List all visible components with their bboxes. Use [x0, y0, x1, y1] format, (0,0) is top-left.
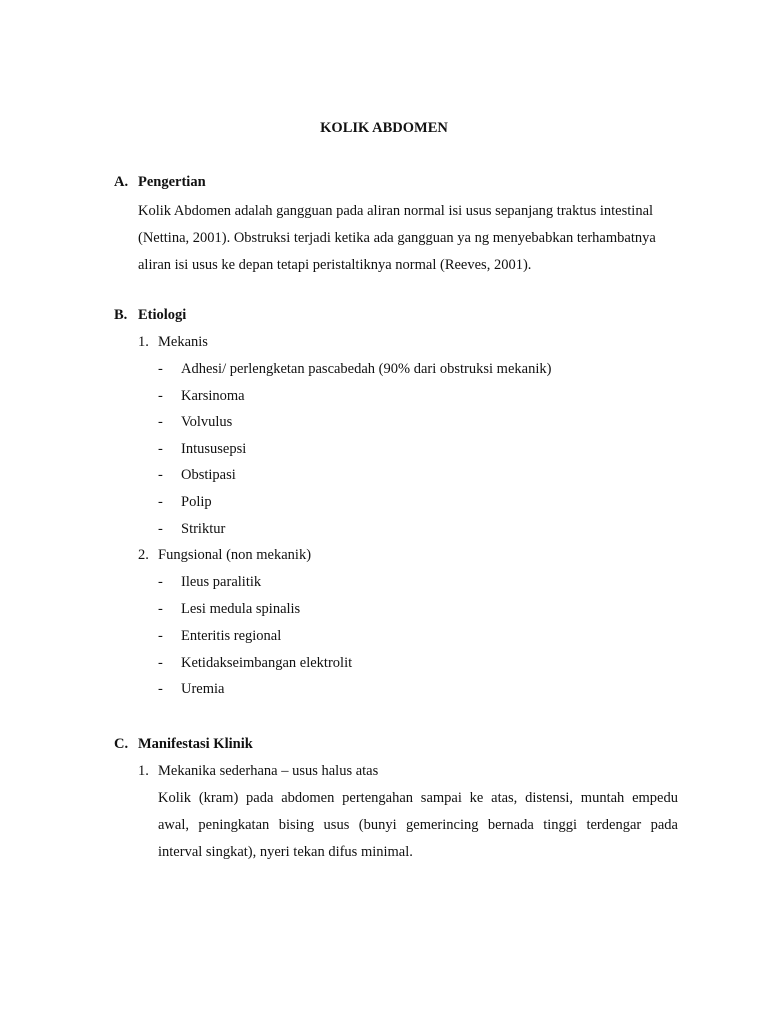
dash-bullet: -: [158, 681, 163, 697]
page-title: KOLIK ABDOMEN: [320, 120, 448, 136]
list-item: [158, 494, 212, 511]
dash-bullet: -: [158, 494, 163, 510]
list-item: [158, 521, 225, 538]
list-label: Fungsional (non mekanik): [158, 547, 312, 563]
etiologi-group-2: [138, 547, 311, 564]
list-number: 2.: [138, 547, 149, 563]
paragraph-line: awal, peningkatan bising usus (bunyi gemerincing bernada tinggi terdengar pada: [158, 817, 678, 833]
list-item-text: Ketidakseimbangan elektrolit: [181, 655, 353, 671]
section-c-letter: C.: [114, 736, 129, 752]
list-item: [158, 361, 551, 378]
section-a-title: Pengertian: [138, 174, 206, 190]
paragraph-line: Kolik Abdomen adalah gangguan pada aliran normal isi usus sepanjang traktus intestinal: [138, 203, 654, 219]
dash-bullet: -: [158, 521, 163, 537]
paragraph-line: Kolik (kram) pada abdomen pertengahan sampai ke atas, distensi, muntah empedu: [158, 790, 678, 806]
section-a-letter: A.: [114, 174, 129, 190]
dash-bullet: -: [158, 574, 163, 590]
list-item: [158, 388, 245, 405]
list-item-text: Karsinoma: [181, 388, 245, 404]
section-a-heading: [114, 174, 206, 191]
list-label: Mekanika sederhana – usus halus atas: [158, 763, 379, 779]
list-item-text: Volvulus: [181, 414, 233, 430]
list-item-text: Enteritis regional: [181, 628, 282, 644]
etiologi-group-1: [138, 334, 208, 351]
manifestasi-group-1: [138, 763, 378, 780]
list-number: 1.: [138, 763, 149, 779]
paragraph-line: (Nettina, 2001). Obstruksi terjadi ketika ada gangguan ya ng menyebabkan terhambatnya: [138, 230, 656, 246]
paragraph-line: interval singkat), nyeri tekan difus minimal.: [158, 844, 413, 860]
dash-bullet: -: [158, 414, 163, 430]
dash-bullet: -: [158, 441, 163, 457]
list-item: [158, 601, 300, 618]
list-item-text: Adhesi/ perlengketan pascabedah (90% dari obstruksi mekanik): [181, 361, 552, 377]
list-item: [158, 441, 246, 458]
section-b-heading: [114, 307, 186, 324]
list-item-text: Polip: [181, 494, 212, 510]
dash-bullet: -: [158, 628, 163, 644]
section-b-letter: B.: [114, 307, 128, 323]
dash-bullet: -: [158, 361, 163, 377]
list-item: [158, 574, 261, 591]
dash-bullet: -: [158, 467, 163, 483]
list-item-text: Intususepsi: [181, 441, 247, 457]
section-c-title: Manifestasi Klinik: [138, 736, 253, 752]
list-item: [158, 467, 236, 484]
section-a-paragraph: [138, 198, 678, 279]
list-item: [158, 628, 281, 645]
list-item: [158, 655, 352, 672]
dash-bullet: -: [158, 388, 163, 404]
dash-bullet: -: [158, 655, 163, 671]
list-item: [158, 681, 224, 698]
section-c-paragraph: [158, 785, 678, 866]
list-item: [158, 414, 232, 431]
section-b-title: Etiologi: [138, 307, 187, 323]
list-item-text: Ileus paralitik: [181, 574, 262, 590]
section-c-heading: [114, 736, 253, 753]
list-item-text: Uremia: [181, 681, 225, 697]
list-item-text: Striktur: [181, 521, 226, 537]
list-label: Mekanis: [158, 334, 208, 350]
list-item-text: Lesi medula spinalis: [181, 601, 301, 617]
list-item-text: Obstipasi: [181, 467, 236, 483]
dash-bullet: -: [158, 601, 163, 617]
paragraph-line: aliran isi usus ke depan tetapi peristaltiknya normal (Reeves, 2001).: [138, 257, 532, 273]
list-number: 1.: [138, 334, 149, 350]
